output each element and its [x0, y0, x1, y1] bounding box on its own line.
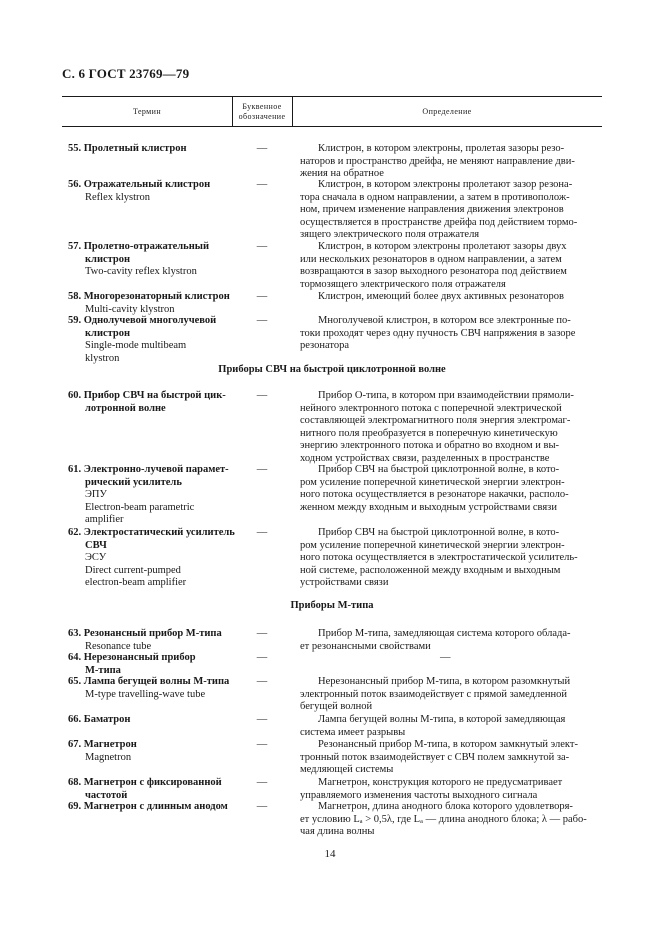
term-cell — [68, 652, 228, 677]
definition-line: медляющей системы — [300, 764, 394, 775]
term-cell — [68, 291, 228, 316]
definition-cell — [300, 676, 600, 714]
term-name-ru-text: Магнетрон — [83, 739, 137, 750]
definition-cell — [300, 241, 600, 291]
term-name-en: amplifier — [85, 514, 124, 525]
definition-line: ходном устройствах связи, разделенных в пространстве — [300, 452, 550, 464]
term-name-en: ЭСУ — [85, 552, 107, 563]
definition-line: тормозящего электрического поля отражателя — [300, 278, 506, 290]
designation-cell: — — [256, 464, 268, 475]
definition-line: тронный поток взаимодействует с СВЧ полем замкнутой за- — [300, 751, 570, 763]
term-name-ru — [68, 179, 228, 192]
term-name-en: Direct current-pumped — [85, 564, 181, 576]
term-name-ru: клистрон — [85, 327, 131, 339]
definition-cell — [300, 652, 600, 665]
designation-cell: — — [256, 739, 268, 750]
definition-cell — [300, 628, 600, 653]
designation-cell: — — [256, 714, 268, 725]
definition-line: ет резонансными свойствами — [300, 640, 431, 652]
term-name-ru: СВЧ — [85, 539, 107, 551]
page-header: С. 6 ГОСТ 23769—79 — [62, 66, 190, 81]
table-top-rule — [62, 96, 602, 97]
table-header-rule — [62, 126, 602, 127]
definition-line: Многолучевой клистрон, в котором все электронные по- — [318, 315, 571, 326]
definition-line: зящего электрического поля отражателя — [300, 229, 480, 240]
term-name-ru — [68, 739, 228, 752]
definition-line: ного потока осуществляется в резонаторе накачки, располо- — [300, 489, 569, 500]
definition-line: нейного электронного потока с поперечной электрической — [300, 402, 562, 414]
term-name-en: Electron-beam parametric — [85, 501, 195, 513]
term-name-ru: рический усилитель — [85, 476, 182, 488]
term-name-ru-text: Однолучевой многолучевой — [83, 315, 217, 326]
definition-line: чая длина волны — [300, 826, 375, 837]
designation-cell: — — [256, 390, 268, 401]
term-name-ru-text: Отражательный клистрон — [83, 179, 211, 190]
term-cell — [68, 241, 228, 279]
term-name-ru — [68, 241, 228, 254]
term-name-ru-text: Резонансный прибор М-типа — [83, 628, 222, 639]
term-number: 64. — [68, 652, 82, 663]
term-name-ru — [68, 527, 235, 540]
definition-cell — [300, 527, 600, 590]
header-designation — [232, 102, 292, 122]
definition-line: Прибор О-типа, в котором при взаимодействии прямоли- — [318, 390, 574, 401]
term-name-ru — [68, 652, 228, 665]
definition-line: — — [440, 652, 451, 663]
term-name-ru-text: Баматрон — [83, 714, 131, 725]
definition-line: Прибор М-типа, замедляющая система которого облада- — [318, 628, 571, 639]
definition-line: составляющей электромагнитного поля энергия электромаг- — [300, 415, 571, 426]
term-number: 57. — [68, 241, 82, 252]
definition-cell — [300, 464, 600, 514]
definition-line: ного потока осуществляется в электростатической усилитель- — [300, 552, 578, 563]
definition-line: Прибор СВЧ на быстрой циклотронной волне, в кото- — [318, 464, 560, 475]
term-name-ru: М-типа — [85, 664, 121, 676]
definition-line: нитного поля преобразуется в поперечную кинетическую — [300, 427, 558, 439]
designation-cell: — — [256, 315, 268, 326]
definition-line: Лампа бегущей волны М-типа, в которой замедляющая — [318, 714, 566, 725]
section-heading-m-type: Приборы М-типа — [290, 600, 374, 611]
definition-line: Магнетрон, конструкция которого не предусматривает — [318, 777, 563, 788]
definition-line: управляемого изменения частоты выходного сигнала — [300, 789, 538, 801]
term-name-ru — [68, 676, 228, 689]
definition-line: токи проходят через одну пучность СВЧ напряжения в зазоре — [300, 327, 576, 339]
term-cell — [68, 714, 228, 727]
term-number: 58. — [68, 291, 82, 302]
definition-line: система имеет разрывы — [300, 726, 406, 738]
definition-line: ной системе, расположенной между входным и выходным — [300, 564, 561, 576]
definition-line: электронный поток взаимодействует с прямой замедленной — [300, 688, 567, 700]
term-cell — [68, 527, 235, 590]
term-number: 55. — [68, 143, 82, 154]
definition-line: наторов и пространство дрейфа, не меняют направление дви- — [300, 155, 575, 167]
term-cell — [68, 628, 228, 653]
term-cell — [68, 390, 228, 415]
term-name-ru: лотронной волне — [85, 402, 166, 414]
definition-line: возвращаются в зазор выходного резонатора под действием — [300, 266, 567, 277]
header-definition: Определение — [422, 107, 472, 116]
designation-cell: — — [256, 628, 268, 639]
term-number: 63. — [68, 628, 82, 639]
definition-cell — [300, 291, 600, 304]
definition-line: ром усиление поперечной кинетической энергии электрон- — [300, 539, 565, 551]
definition-line: жения на обратное — [300, 168, 384, 179]
definition-line: Клистрон, в котором электроны пролетают зазоры двух — [318, 241, 567, 252]
designation-cell: — — [256, 652, 268, 663]
term-name-ru — [68, 464, 228, 477]
definition-line: ром усиление поперечной кинетической энергии электрон- — [300, 476, 565, 488]
header-designation-line2: обозначение — [238, 112, 286, 121]
term-number: 65. — [68, 676, 82, 687]
definition-line: осуществляется в пространстве дрейфа под действием тормо- — [300, 216, 578, 228]
term-name-ru — [68, 714, 228, 727]
definition-cell — [300, 179, 600, 242]
term-name-ru-text: Пролетный клистрон — [83, 143, 187, 154]
term-number: 67. — [68, 739, 82, 750]
term-number: 59. — [68, 315, 82, 326]
definition-cell — [300, 714, 600, 739]
definition-line: Клистрон, имеющий более двух активных резонаторов — [318, 291, 564, 302]
designation-cell: — — [256, 777, 268, 788]
term-name-en: Two-cavity reflex klystron — [85, 266, 197, 277]
term-name-ru-text: Электростатический усилитель — [83, 527, 235, 538]
term-cell — [68, 739, 228, 764]
definition-line: Нерезонансный прибор М-типа, в котором разомкнутый — [318, 676, 571, 687]
term-name-ru-text: Прибор СВЧ на быстрой цик- — [83, 390, 226, 401]
definition-line: энергию электронного потока и обратно во входном и вы- — [300, 440, 560, 451]
term-name-ru-text: Магнетрон с фиксированной — [83, 777, 222, 788]
definition-cell — [300, 801, 600, 839]
definition-line: ном, причем изменение направления движения электронов — [300, 204, 564, 215]
term-name-ru-text: Лампа бегущей волны М-типа — [83, 676, 230, 687]
term-name-en: klystron — [85, 352, 120, 364]
term-cell — [68, 143, 228, 156]
definition-cell — [300, 739, 600, 777]
term-name-en: Multi-cavity klystron — [85, 303, 175, 315]
term-number: 61. — [68, 464, 82, 475]
term-number: 56. — [68, 179, 82, 190]
definition-line: или нескольких резонаторов в одном направлении, а затем — [300, 253, 562, 265]
definition-cell — [300, 315, 600, 353]
term-name-ru: клистрон — [85, 253, 131, 265]
term-number: 68. — [68, 777, 82, 788]
designation-cell: — — [256, 527, 268, 538]
definition-line: Прибор СВЧ на быстрой циклотронной волне, в кото- — [318, 527, 560, 538]
term-number: 60. — [68, 390, 82, 401]
definition-line: Клистрон, в котором электроны, пролетая зазоры резо- — [318, 143, 565, 154]
designation-cell: — — [256, 143, 268, 154]
term-name-ru-text: Пролетно-отражательный — [83, 241, 210, 252]
definition-line: Клистрон, в котором электроны пролетают зазор резона- — [318, 179, 573, 190]
definition-line: бегущей волной — [300, 701, 373, 712]
term-name-en: Magnetron — [85, 751, 132, 763]
definition-cell — [300, 390, 600, 465]
term-number: 69. — [68, 801, 82, 812]
term-cell — [68, 801, 228, 814]
term-name-en: M-type travelling-wave tube — [85, 688, 206, 700]
term-name-ru-text: Нерезонансный прибор — [83, 652, 196, 663]
term-name-en: Single-mode multibeam — [85, 340, 187, 351]
term-cell — [68, 179, 228, 204]
term-cell — [68, 315, 228, 365]
term-name-ru — [68, 777, 228, 790]
page-number: 14 — [324, 848, 336, 860]
term-name-ru-text: Электронно-лучевой парамет- — [83, 464, 229, 475]
term-number: 66. — [68, 714, 82, 725]
term-name-ru-text: Магнетрон с длинным анодом — [83, 801, 228, 812]
term-name-ru-text: Многорезонаторный клистрон — [83, 291, 230, 302]
definition-line: резонатора — [300, 340, 349, 351]
term-cell — [68, 676, 228, 701]
definition-cell — [300, 777, 600, 802]
designation-cell: — — [256, 676, 268, 687]
term-name-en: Resonance tube — [85, 640, 152, 652]
section-heading-fast-wave: Приборы СВЧ на быстрой циклотронной волне — [218, 364, 446, 375]
term-name-en: electron-beam amplifier — [85, 577, 187, 588]
term-name-en: Reflex klystron — [85, 191, 151, 203]
term-name-ru — [68, 315, 228, 328]
term-name-ru — [68, 801, 228, 814]
designation-cell: — — [256, 241, 268, 252]
header-term: Термин — [132, 107, 162, 116]
term-cell — [68, 464, 228, 527]
designation-cell: — — [256, 801, 268, 812]
term-number: 62. — [68, 527, 82, 538]
designation-cell: — — [256, 291, 268, 302]
term-name-ru: частотой — [85, 789, 128, 801]
term-cell — [68, 777, 228, 802]
term-name-ru — [68, 143, 228, 156]
term-name-ru — [68, 291, 228, 304]
definition-line: Магнетрон, длина анодного блока которого удовлетворя- — [318, 801, 573, 812]
header-designation-line1: Буквенное — [242, 102, 282, 111]
definition-line: тора сначала в одном направлении, а затем в противополож- — [300, 191, 570, 203]
term-name-ru — [68, 390, 228, 403]
term-name-en: ЭПУ — [85, 489, 107, 500]
definition-line: Резонансный прибор М-типа, в котором замкнутый элект- — [318, 739, 578, 750]
definition-line: устройствами связи — [300, 577, 389, 588]
term-name-ru — [68, 628, 228, 641]
definition-cell — [300, 143, 600, 181]
designation-cell: — — [256, 179, 268, 190]
definition-line: женном между входным и выходным устройствами связи — [300, 501, 557, 513]
definition-line: ет условию Lₐ > 0,5λ, где Lₐ — длина анодного блока; λ — рабо- — [300, 813, 587, 825]
